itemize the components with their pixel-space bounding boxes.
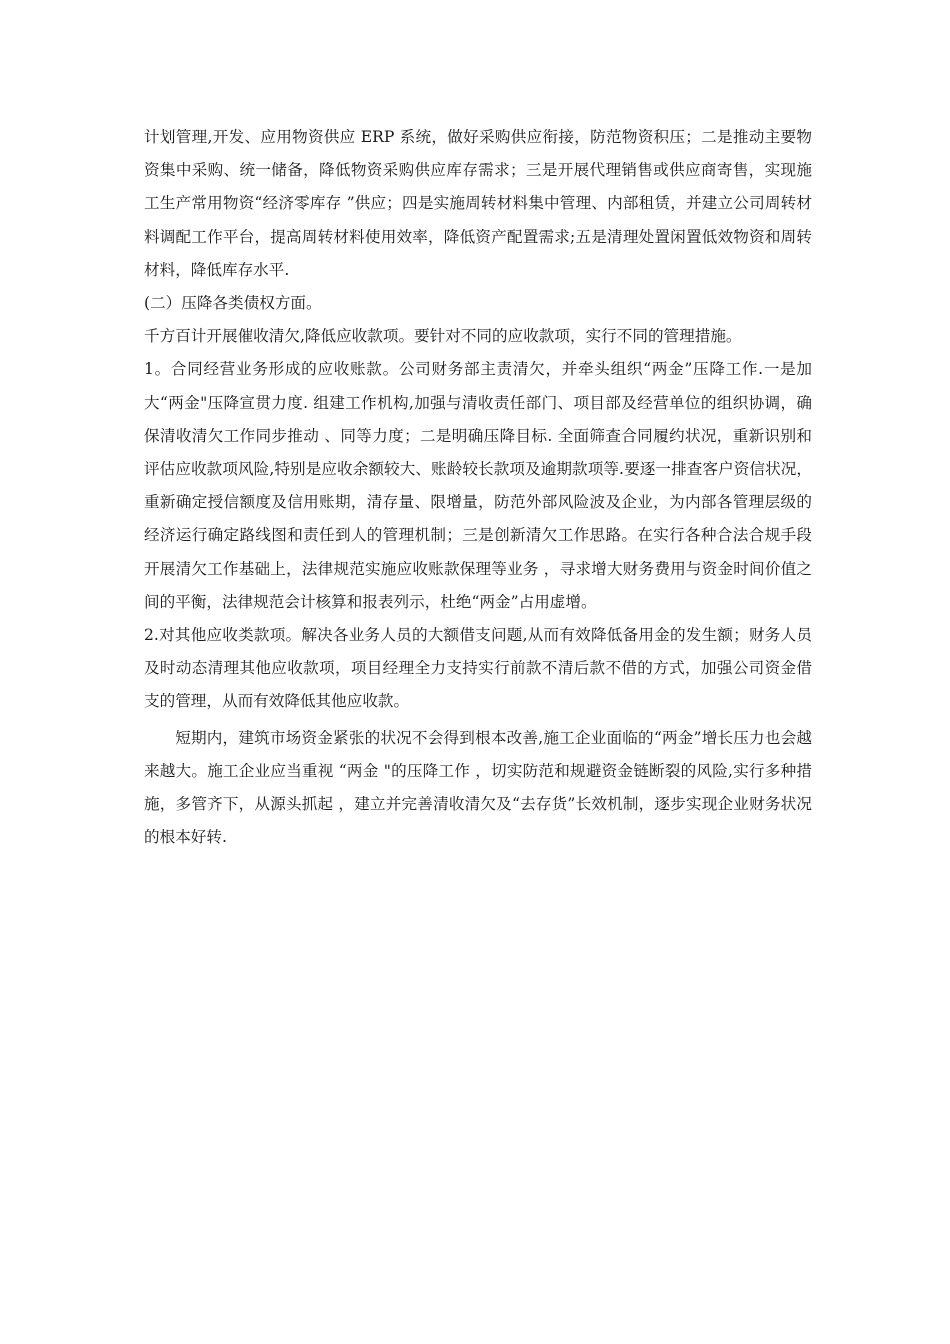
document-body xyxy=(144,121,812,854)
paragraph-conclusion: 短期内，建筑市场资金紧张的状况不会得到根本改善,施工企业面临的“两金”增长压力也会越来越大。施工企业应当重视 “两金 "的压降工作 ，切实防范和规避资金链断裂的风险,实行多种措施，多管齐下，从源头抓起 ，建立并完善清收清欠及“去存货”长效机制，逐步实现企业财务状况的根本好转. xyxy=(144,728,812,847)
section-heading-receivables: (二）压降各类债权方面。 xyxy=(144,294,322,313)
paragraph-other-receivables: 2.对其他应收类款项。解决各业务人员的大额借支问题,从而有效降低备用金的发生额；财务人员及时动态清理其他应收款项，项目经理全力支持实行前款不清后款不借的方式，加强公司资金借支的管理，从而有效降低其他应收款。 xyxy=(144,626,812,711)
paragraph-collection-intro: 千方百计开展催收清欠,降低应收款项。要针对不同的应收款项，实行不同的管理措施。 xyxy=(144,327,742,346)
paragraph-contract-receivables: 1。合同经营业务形成的应收账款。公司财务部主责清欠，并牵头组织“两金”压降工作.一是加大“两金"压降宣贯力度. 组建工作机构,加强与清收责任部门、项目部及经营单位的组织协调，确保清收清欠工作同步推动 、同等力度；二是明确压降目标. 全面筛查合同履约状况，重新识别和评估应收款项风险,特别是应收余额较大、账龄较长款项及逾期款项等.要逐一排查客户资信状况，重新确定授信额度及信用账期，清存量、限增量，防范外部风险波及企业，为内部各管理层级的经济运行确定路线图和责任到人的管理机制；三是创新清欠工作思路。在实行各种合法合规手段开展清欠工作基础上，法律规范实施应收账款保理等业务 ，寻求增大财务费用与资金时间价值之间的平衡，法律规范会计核算和报表列示，杜绝“两金”占用虚增。 xyxy=(144,360,812,611)
paragraph-inventory-measures: 计划管理,开发、应用物资供应 ERP 系统，做好采购供应衔接，防范物资积压；二是推动主要物资集中采购、统一储备，降低物资采购供应库存需求；三是开展代理销售或供应商寄售，实现施工生产常用物资“经济零库存 ”供应；四是实施周转材料集中管理、内部租赁，并建立公司周转材料调配工作平台，提高周转材料使用效率，降低资产配置需求;五是清理处置闲置低效物资和周转材料，降低库存水平. xyxy=(144,128,812,279)
